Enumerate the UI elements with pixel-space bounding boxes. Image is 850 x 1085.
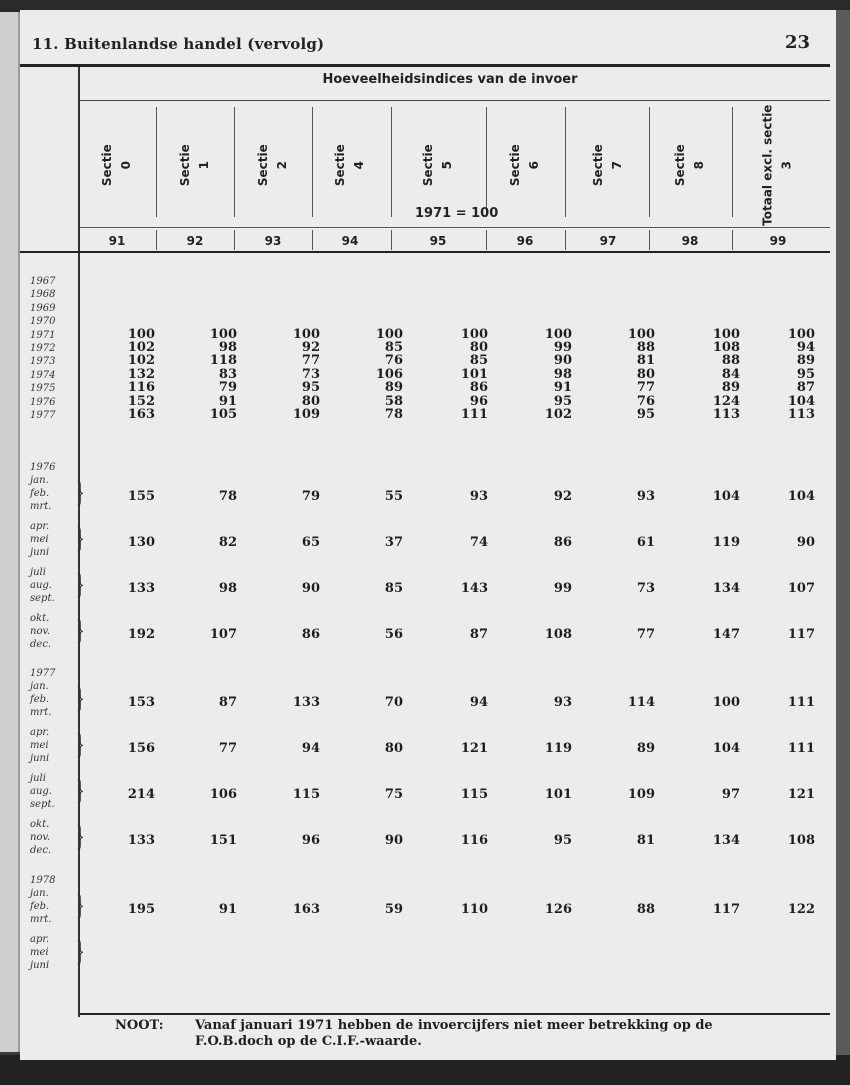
table-cell: 97 xyxy=(721,787,740,802)
table-cell: 108 xyxy=(787,833,815,848)
table-cell: 100 xyxy=(712,695,740,710)
row-label: mrt. xyxy=(30,501,52,512)
column-number: 92 xyxy=(186,234,204,248)
table-cell: 132 xyxy=(127,366,155,382)
table-cell: 77 xyxy=(636,627,655,642)
table-cell: 77 xyxy=(218,741,237,756)
table-cell: 143 xyxy=(460,581,488,596)
table-cell: 89 xyxy=(636,741,655,756)
table-cell: 192 xyxy=(127,627,155,642)
row-label: 1974 xyxy=(30,369,56,381)
column-header-label: Sectie 0 xyxy=(99,144,133,186)
row-label: juli xyxy=(30,773,46,784)
column-header xyxy=(155,105,235,225)
column-number-divider xyxy=(732,230,733,250)
row-label: 1977 xyxy=(30,668,56,679)
quarter-brace: } xyxy=(76,891,85,921)
table-cell: 102 xyxy=(544,407,572,422)
table-cell: 95 xyxy=(636,407,655,422)
table-cell: 81 xyxy=(636,833,655,848)
table-cell: 87 xyxy=(469,627,488,642)
table-cell: 80 xyxy=(384,741,403,756)
table-cell: 113 xyxy=(712,407,740,422)
table-cell: 79 xyxy=(218,380,237,396)
table-cell: 100 xyxy=(712,326,740,342)
table-cell: 93 xyxy=(636,489,655,504)
column-number: 99 xyxy=(769,234,787,248)
table-cell: 75 xyxy=(384,787,403,802)
table-cell: 100 xyxy=(292,326,320,342)
row-label: 1973 xyxy=(30,356,56,368)
table-cell: 82 xyxy=(218,535,237,550)
table-cell: 100 xyxy=(209,326,237,342)
table-cell: 78 xyxy=(218,489,237,504)
table-cell: 59 xyxy=(384,902,403,917)
row-label: mei xyxy=(30,534,49,545)
column-divider xyxy=(312,107,313,217)
section-title: 11. Buitenlandse handel (vervolg) xyxy=(32,35,325,53)
table-cell: 95 xyxy=(553,833,572,848)
column-header-label: Sectie 4 xyxy=(332,144,366,186)
table-cell: 77 xyxy=(636,380,655,396)
table-cell: 100 xyxy=(544,326,572,342)
row-label: 1968 xyxy=(30,289,56,301)
table-cell: 80 xyxy=(469,340,488,355)
table-cell: 80 xyxy=(636,366,655,382)
row-label: 1977 xyxy=(30,410,56,421)
table-cell: 100 xyxy=(375,326,403,342)
table-cell: 89 xyxy=(796,353,815,369)
column-header xyxy=(233,105,313,225)
table-cell: 99 xyxy=(553,340,572,355)
table-cell: 133 xyxy=(292,695,320,710)
table-cell: 105 xyxy=(209,407,237,422)
column-number-divider xyxy=(486,230,487,250)
table-cell: 87 xyxy=(796,380,815,396)
book-spine-edge xyxy=(836,10,850,1070)
table-cell: 106 xyxy=(209,787,237,802)
table-cell: 108 xyxy=(712,340,740,355)
table-cell: 195 xyxy=(127,902,155,917)
table-cell: 133 xyxy=(127,833,155,848)
table-cell: 86 xyxy=(553,535,572,550)
table-cell: 152 xyxy=(127,393,155,409)
row-label: juli xyxy=(30,567,46,578)
table-cell: 111 xyxy=(787,695,815,710)
table-cell: 74 xyxy=(469,535,488,550)
quarter-brace: } xyxy=(76,776,85,806)
table-cell: 95 xyxy=(553,393,572,409)
title-rule xyxy=(80,100,830,101)
table-cell: 104 xyxy=(712,489,740,504)
table-cell: 153 xyxy=(127,695,155,710)
footnote-line-2: F.O.B.doch op de C.I.F.-waarde. xyxy=(195,1034,422,1049)
table-cell: 101 xyxy=(460,366,488,382)
table-cell: 109 xyxy=(627,787,655,802)
table-cell: 90 xyxy=(384,833,403,848)
column-divider xyxy=(391,107,392,217)
table-cell: 124 xyxy=(712,393,740,409)
table-cell: 58 xyxy=(384,393,403,409)
table-cell: 115 xyxy=(292,787,320,802)
table-cell: 89 xyxy=(721,380,740,396)
table-cell: 100 xyxy=(460,326,488,342)
header-bottom-rule xyxy=(80,227,830,228)
table-cell: 119 xyxy=(712,535,740,550)
column-number-divider xyxy=(312,230,313,250)
page-number: 23 xyxy=(784,32,810,53)
column-number: 96 xyxy=(516,234,534,248)
row-label: jan. xyxy=(30,681,49,692)
table-cell: 115 xyxy=(460,787,488,802)
table-cell: 92 xyxy=(301,340,320,355)
table-cell: 65 xyxy=(301,535,320,550)
table-cell: 83 xyxy=(218,366,237,382)
table-cell: 37 xyxy=(384,535,403,550)
table-cell: 96 xyxy=(301,833,320,848)
facing-page-edge xyxy=(0,12,20,1052)
table-cell: 130 xyxy=(127,535,155,550)
table-cell: 147 xyxy=(712,627,740,642)
row-label: 1970 xyxy=(30,316,56,328)
column-number: 94 xyxy=(341,234,359,248)
table-cell: 55 xyxy=(384,489,403,504)
table-cell: 84 xyxy=(721,366,740,382)
table-cell: 90 xyxy=(796,535,815,550)
table-cell: 111 xyxy=(787,741,815,756)
row-label: apr. xyxy=(30,521,50,532)
row-label: okt. xyxy=(30,819,50,830)
footer-rule xyxy=(80,1013,830,1015)
quarter-brace: } xyxy=(76,937,85,967)
table-cell: 119 xyxy=(544,741,572,756)
table-cell: 76 xyxy=(384,353,403,369)
row-label: dec. xyxy=(30,845,52,856)
column-header-label: Sectie 6 xyxy=(507,144,541,186)
footnote xyxy=(115,1018,713,1050)
row-label: mei xyxy=(30,947,49,958)
column-header-label: Totaal excl. sectie 3 xyxy=(760,104,795,226)
row-label: 1978 xyxy=(30,875,56,886)
column-divider xyxy=(156,107,157,217)
column-divider xyxy=(486,107,487,217)
row-label: mrt. xyxy=(30,707,52,718)
table-cell: 61 xyxy=(636,535,655,550)
table-cell: 95 xyxy=(301,380,320,396)
quarter-brace: } xyxy=(76,684,85,714)
row-label: jan. xyxy=(30,475,49,486)
table-cell: 78 xyxy=(384,407,403,422)
table-cell: 111 xyxy=(460,407,488,422)
column-divider xyxy=(234,107,235,217)
table-cell: 100 xyxy=(627,326,655,342)
table-cell: 56 xyxy=(384,627,403,642)
table-cell: 98 xyxy=(218,340,237,355)
table-cell: 100 xyxy=(787,326,815,342)
row-label: 1969 xyxy=(30,302,56,314)
column-number: 98 xyxy=(681,234,699,248)
column-header xyxy=(650,105,730,225)
table-cell: 96 xyxy=(469,393,488,409)
row-label: sept. xyxy=(30,593,55,604)
table-cell: 116 xyxy=(127,380,155,396)
table-cell: 85 xyxy=(384,581,403,596)
table-cell: 93 xyxy=(469,489,488,504)
table-cell: 107 xyxy=(787,581,815,596)
document-page xyxy=(20,10,836,1060)
row-label: 1967 xyxy=(30,276,56,287)
column-header-label: Sectie 1 xyxy=(177,144,211,186)
column-header-label: Sectie 8 xyxy=(672,144,706,186)
column-header xyxy=(738,105,818,225)
table-cell: 133 xyxy=(127,581,155,596)
table-cell: 87 xyxy=(218,695,237,710)
table-cell: 126 xyxy=(544,902,572,917)
column-number: 93 xyxy=(264,234,282,248)
table-cell: 80 xyxy=(301,393,320,409)
row-label: nov. xyxy=(30,626,51,637)
table-head-rule xyxy=(20,251,830,253)
row-label: feb. xyxy=(30,488,50,499)
row-label: aug. xyxy=(30,786,52,797)
table-cell: 79 xyxy=(301,489,320,504)
table-title: Hoeveelheidsindices van de invoer xyxy=(322,72,578,87)
table-cell: 91 xyxy=(218,393,237,409)
quarter-brace: } xyxy=(76,524,85,554)
table-cell: 76 xyxy=(636,393,655,409)
row-label: feb. xyxy=(30,901,50,912)
table-cell: 85 xyxy=(384,340,403,355)
table-cell: 85 xyxy=(469,353,488,369)
table-cell: 89 xyxy=(384,380,403,396)
table-cell: 156 xyxy=(127,741,155,756)
quarter-brace: } xyxy=(76,822,85,852)
table-cell: 73 xyxy=(636,581,655,596)
row-label: apr. xyxy=(30,727,50,738)
table-cell: 81 xyxy=(636,353,655,369)
row-label: okt. xyxy=(30,613,50,624)
row-label: sept. xyxy=(30,799,55,810)
row-label: mei xyxy=(30,740,49,751)
table-cell: 113 xyxy=(787,407,815,422)
table-cell: 214 xyxy=(127,787,155,802)
column-header xyxy=(310,105,390,225)
table-cell: 102 xyxy=(127,353,155,369)
table-cell: 70 xyxy=(384,695,403,710)
column-header xyxy=(568,105,648,225)
table-cell: 95 xyxy=(796,366,815,382)
table-cell: 99 xyxy=(553,581,572,596)
row-label: 1976 xyxy=(30,462,56,473)
row-label: dec. xyxy=(30,639,52,650)
table-cell: 104 xyxy=(787,489,815,504)
row-label: nov. xyxy=(30,832,51,843)
table-cell: 122 xyxy=(787,902,815,917)
table-cell: 104 xyxy=(712,741,740,756)
table-cell: 90 xyxy=(301,581,320,596)
table-cell: 117 xyxy=(712,902,740,917)
row-label: apr. xyxy=(30,934,50,945)
quarter-brace: } xyxy=(76,616,85,646)
column-header-label: Sectie 7 xyxy=(590,144,624,186)
table-cell: 88 xyxy=(636,340,655,355)
table-cell: 90 xyxy=(553,353,572,369)
row-label: 1971 xyxy=(30,329,56,341)
table-cell: 92 xyxy=(553,489,572,504)
table-cell: 100 xyxy=(127,326,155,342)
column-divider xyxy=(649,107,650,217)
footnote-line-1: Vanaf januari 1971 hebben de invoercijfers niet meer betrekking op de xyxy=(195,1018,713,1033)
table-cell: 109 xyxy=(292,407,320,422)
table-cell: 98 xyxy=(553,366,572,382)
table-cell: 163 xyxy=(127,407,155,422)
table-cell: 110 xyxy=(460,902,488,917)
header-rule xyxy=(20,64,830,67)
table-cell: 116 xyxy=(460,833,488,848)
table-cell: 117 xyxy=(787,627,815,642)
footnote-label: NOOT: xyxy=(115,1018,164,1033)
table-cell: 86 xyxy=(469,380,488,396)
table-cell: 94 xyxy=(796,340,815,355)
column-number-divider xyxy=(565,230,566,250)
table-cell: 102 xyxy=(127,340,155,355)
table-cell: 86 xyxy=(301,627,320,642)
table-cell: 101 xyxy=(544,787,572,802)
row-label: juni xyxy=(30,547,50,558)
column-divider xyxy=(732,107,733,217)
column-number: 95 xyxy=(429,234,447,248)
table-cell: 114 xyxy=(627,695,655,710)
quarter-brace: } xyxy=(76,570,85,600)
column-number-divider xyxy=(391,230,392,250)
row-label: 1975 xyxy=(30,383,56,395)
table-cell: 91 xyxy=(553,380,572,396)
table-cell: 73 xyxy=(301,366,320,382)
table-cell: 94 xyxy=(469,695,488,710)
row-label: mrt. xyxy=(30,914,52,925)
table-cell: 118 xyxy=(209,353,237,369)
row-label: aug. xyxy=(30,580,52,591)
column-header-label: Sectie 2 xyxy=(255,144,289,186)
table-cell: 121 xyxy=(460,741,488,756)
table-cell: 163 xyxy=(292,902,320,917)
column-header xyxy=(77,105,157,225)
column-number-divider xyxy=(234,230,235,250)
table-cell: 88 xyxy=(721,353,740,369)
table-cell: 88 xyxy=(636,902,655,917)
table-cell: 94 xyxy=(301,741,320,756)
column-number: 91 xyxy=(108,234,126,248)
column-header-label: Sectie 5 xyxy=(420,144,454,186)
row-label: 1972 xyxy=(30,343,56,354)
table-cell: 134 xyxy=(712,833,740,848)
column-number-divider xyxy=(156,230,157,250)
table-cell: 151 xyxy=(209,833,237,848)
row-label: jan. xyxy=(30,888,49,899)
table-cell: 108 xyxy=(544,627,572,642)
table-cell: 134 xyxy=(712,581,740,596)
column-number: 97 xyxy=(599,234,617,248)
column-divider xyxy=(565,107,566,217)
table-cell: 106 xyxy=(375,366,403,382)
row-label: juni xyxy=(30,960,50,971)
table-cell: 155 xyxy=(127,489,155,504)
table-cell: 91 xyxy=(218,902,237,917)
table-cell: 121 xyxy=(787,787,815,802)
table-cell: 104 xyxy=(787,393,815,409)
table-cell: 93 xyxy=(553,695,572,710)
column-number-divider xyxy=(649,230,650,250)
quarter-brace: } xyxy=(76,478,85,508)
row-label: feb. xyxy=(30,694,50,705)
base-year-label: 1971 = 100 xyxy=(415,206,499,221)
row-label: juni xyxy=(30,753,50,764)
table-cell: 107 xyxy=(209,627,237,642)
table-cell: 98 xyxy=(218,581,237,596)
quarter-brace: } xyxy=(76,730,85,760)
table-cell: 77 xyxy=(301,353,320,369)
row-label: 1976 xyxy=(30,396,56,408)
